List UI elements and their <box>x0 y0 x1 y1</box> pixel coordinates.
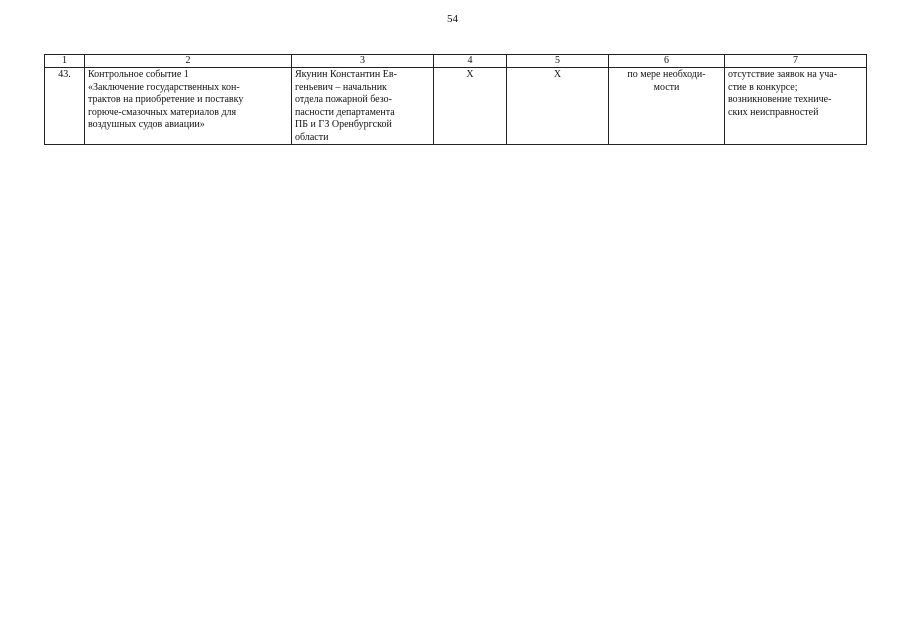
responsible-person-cell <box>292 68 434 145</box>
term-cell <box>609 68 725 145</box>
column-4-value: X <box>434 68 507 145</box>
column-5-value: X <box>507 68 609 145</box>
risk-line: возникновение техниче- <box>728 94 832 105</box>
row-number: 43. <box>45 68 85 145</box>
risk-line: стие в конкурсе; <box>728 81 798 93</box>
page-number: 54 <box>447 13 458 25</box>
column-header-6: 6 <box>609 55 725 68</box>
control-event-line: «Заключение государственных кон- <box>88 81 240 93</box>
column-header-2: 2 <box>85 55 292 68</box>
column-header-7: 7 <box>725 55 867 68</box>
header-row <box>45 55 867 68</box>
control-event-line: трактов на приобретение и поставку <box>88 94 244 105</box>
column-header-5: 5 <box>507 55 609 68</box>
plan-table <box>44 54 867 145</box>
column-header-1: 1 <box>45 55 85 68</box>
term-line: мости <box>653 81 680 93</box>
risk-line: ских неисправностей <box>728 106 819 118</box>
control-event-line: воздушных судов авиации» <box>88 119 205 130</box>
risk-cell <box>725 68 867 145</box>
responsible-person-line: Якунин Константин Ев- <box>295 69 397 80</box>
responsible-person-line: пасности департамента <box>295 106 395 118</box>
responsible-person-line: ПБ и ГЗ Оренбургской <box>295 119 392 130</box>
control-event-line: Контрольное событие 1 <box>88 69 189 80</box>
responsible-person-line: отдела пожарной безо- <box>295 94 392 105</box>
table-row <box>45 68 867 145</box>
control-event-cell <box>85 68 292 145</box>
responsible-person-line: геньевич – начальник <box>295 81 387 93</box>
responsible-person-line: области <box>295 131 329 143</box>
control-event-line: горюче-смазочных материалов для <box>88 106 237 118</box>
column-header-4: 4 <box>434 55 507 68</box>
risk-line: отсутствие заявок на уча- <box>728 69 838 80</box>
term-line: по мере необходи- <box>627 69 706 80</box>
column-header-3: 3 <box>292 55 434 68</box>
